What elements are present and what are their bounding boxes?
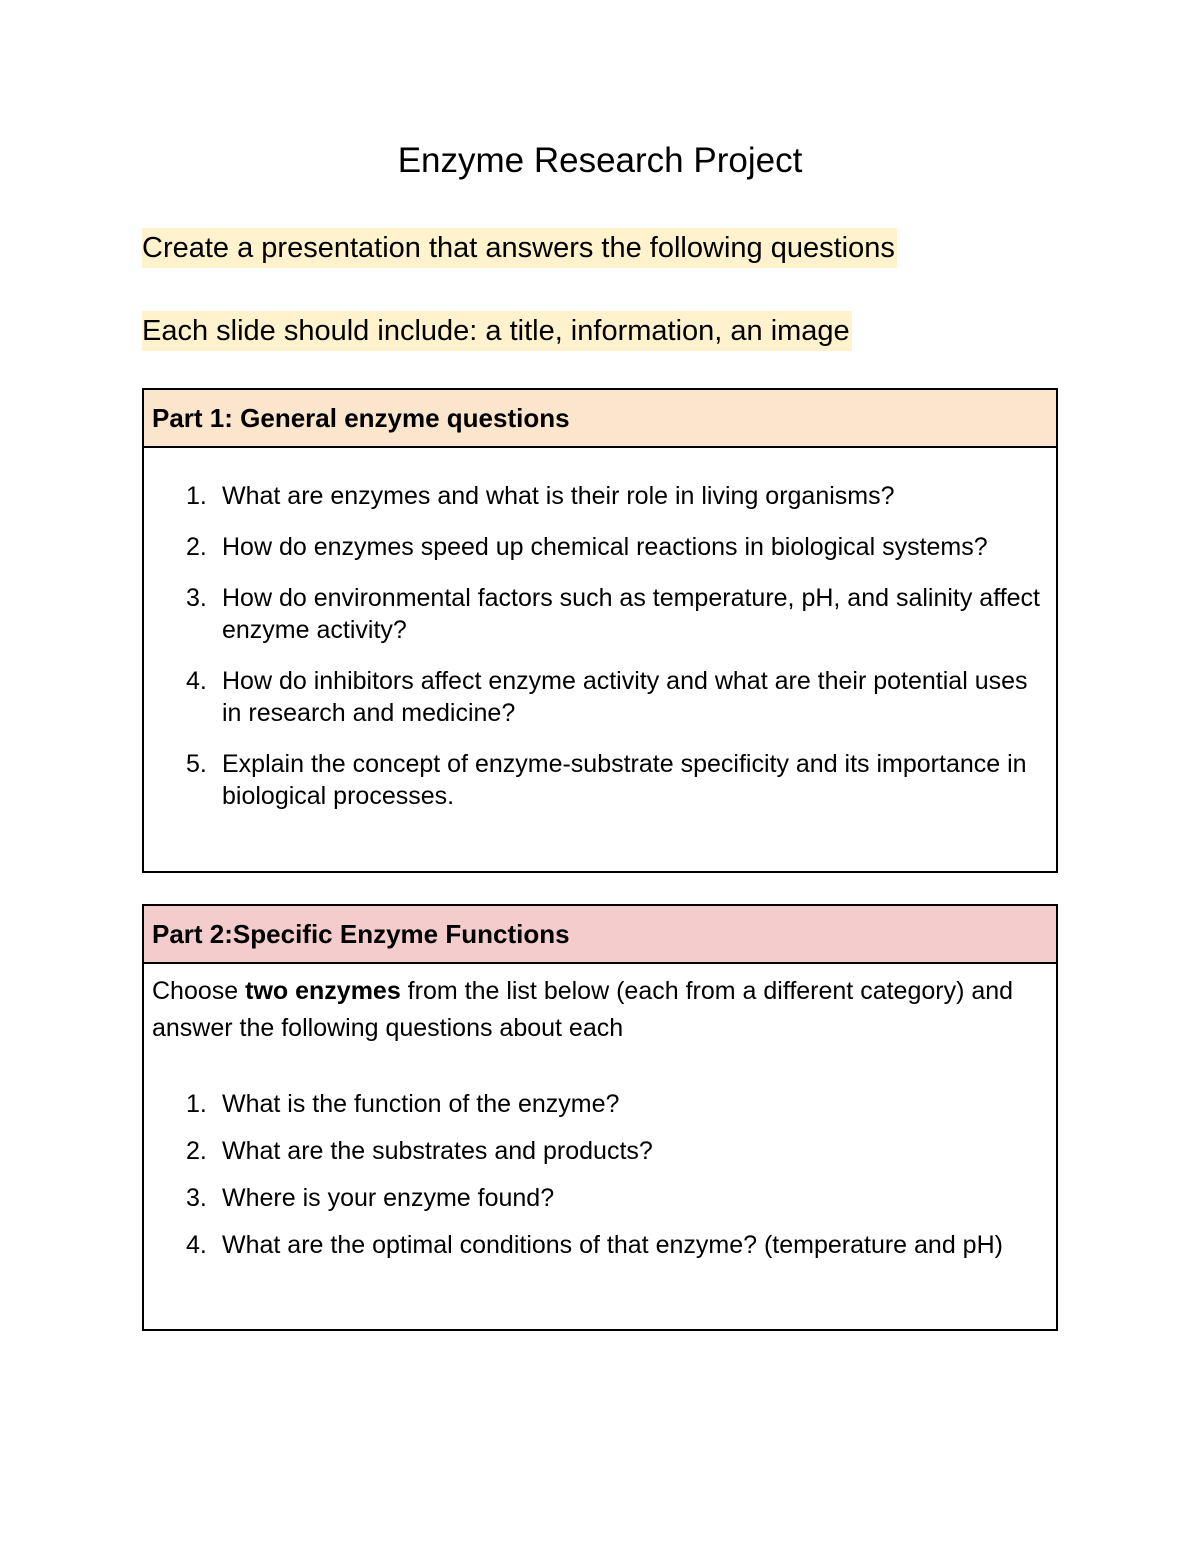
part1-box: [142, 388, 1058, 873]
question-text: What are enzymes and what is their role in living organisms?: [222, 482, 895, 510]
list-number: 5.: [186, 750, 207, 778]
instruction-presentation: Create a presentation that answers the following questions: [142, 228, 897, 268]
list-item: [152, 480, 1048, 512]
part2-box: [142, 904, 1058, 1331]
list-item: [152, 665, 1048, 729]
part1-heading: Part 1: General enzyme questions: [144, 390, 1056, 448]
intro-text-bold: two enzymes: [245, 977, 401, 1005]
list-item: [152, 1081, 1048, 1128]
part2-heading: Part 2:Specific Enzyme Functions: [144, 906, 1056, 964]
part2-body: [144, 964, 1056, 1269]
question-text: What is the function of the enzyme?: [222, 1090, 620, 1118]
intro-text-start: Choose: [152, 977, 246, 1005]
part2-intro: [152, 964, 1048, 1047]
part1-body: [144, 448, 1056, 812]
list-item: [152, 1175, 1048, 1222]
question-text: What are the optimal conditions of that enzyme? (temperature and pH): [222, 1231, 1003, 1259]
question-text: Explain the concept of enzyme-substrate specificity and its importance in biological processes.: [222, 750, 1027, 810]
question-text: How do inhibitors affect enzyme activity and what are their potential uses in research and medicine?: [222, 667, 1028, 727]
list-item: [152, 531, 1048, 563]
list-number: 3.: [186, 1184, 207, 1212]
question-text: Where is your enzyme found?: [222, 1184, 555, 1212]
intro-text-end: from the list below (each from a different category) and answer the following questions about each: [152, 977, 1014, 1042]
part1-question-list: [152, 448, 1048, 812]
list-number: 1.: [186, 1090, 207, 1118]
document-title: Enzyme Research Project: [397, 141, 803, 180]
list-number: 4.: [186, 1231, 207, 1259]
question-text: How do enzymes speed up chemical reactions in biological systems?: [222, 533, 988, 561]
part2-question-list: [152, 1047, 1048, 1269]
list-number: 4.: [186, 667, 207, 695]
list-number: 1.: [186, 482, 207, 510]
instruction-slide-content: Each slide should include: a title, information, an image: [142, 311, 852, 351]
list-item: [152, 748, 1048, 812]
list-number: 2.: [186, 533, 207, 561]
question-text: What are the substrates and products?: [222, 1137, 653, 1165]
list-item: [152, 1222, 1048, 1269]
list-number: 3.: [186, 584, 207, 612]
question-text: How do environmental factors such as temperature, pH, and salinity affect enzyme activity?: [222, 584, 1041, 644]
list-number: 2.: [186, 1137, 207, 1165]
list-item: [152, 1128, 1048, 1175]
list-item: [152, 582, 1048, 646]
